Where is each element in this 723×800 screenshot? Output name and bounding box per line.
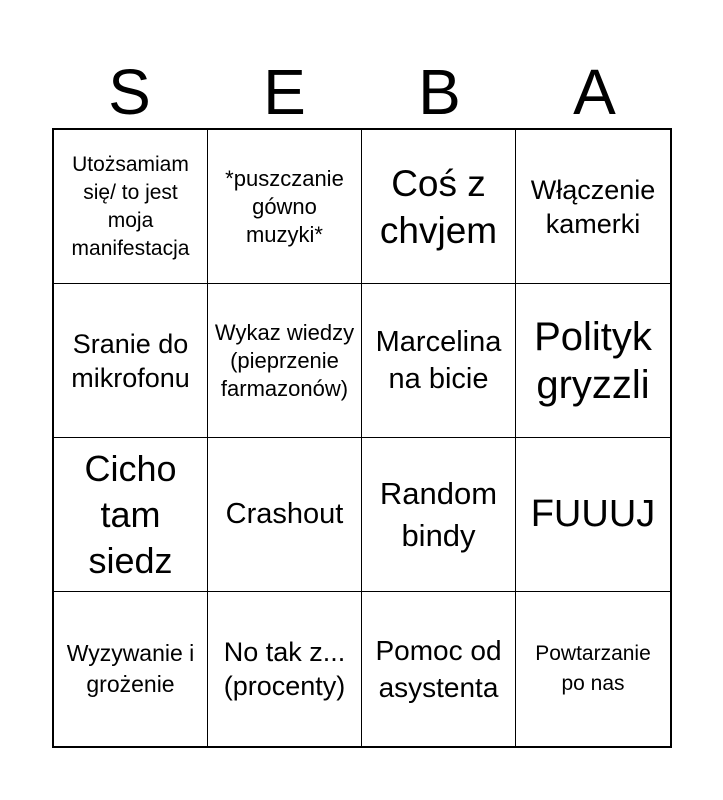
header-letter-s: S (108, 56, 151, 128)
bingo-cell-text: Utożsamiam się/ to jest moja manifestacja (71, 152, 190, 260)
bingo-cell-text: Cicho tam siedz (84, 447, 177, 581)
bingo-cell-text: Polityk gryzzli (534, 314, 652, 407)
bingo-cell-text: Crashout (225, 498, 344, 530)
bingo-cell-r4c3[interactable] (362, 592, 516, 746)
bingo-board (52, 128, 672, 748)
bingo-header (52, 56, 672, 128)
bingo-cell-text: Wykaz wiedzy (pieprzenie farmazonów) (214, 319, 355, 401)
bingo-cell-text: Wyzywanie i grożenie (66, 640, 195, 697)
bingo-cell-r4c2[interactable] (208, 592, 362, 746)
bingo-cell-r2c3[interactable] (362, 284, 516, 438)
bingo-cell-r3c3[interactable] (362, 438, 516, 592)
bingo-cell-text: Powtarzanie po nas (535, 642, 651, 695)
bingo-cell-text: Random bindy (379, 475, 498, 553)
bingo-cell-text: Pomoc od asystenta (375, 635, 502, 703)
bingo-cell-r2c4[interactable] (516, 284, 670, 438)
bingo-cell-text: Włączenie kamerki (530, 174, 656, 239)
bingo-cell-text: Coś z chvjem (379, 162, 498, 251)
bingo-cell-r3c2[interactable] (208, 438, 362, 592)
bingo-cell-text: *puszczanie gówno muzyki* (225, 165, 344, 247)
bingo-cell-r1c2[interactable] (208, 130, 362, 284)
bingo-cell-r2c1[interactable] (54, 284, 208, 438)
bingo-cell-r4c4[interactable] (516, 592, 670, 746)
bingo-cell-text: FUUUJ (530, 493, 656, 535)
header-letter-a: A (573, 56, 616, 128)
bingo-cell-r4c1[interactable] (54, 592, 208, 746)
bingo-cell-r2c2[interactable] (208, 284, 362, 438)
bingo-cell-r1c4[interactable] (516, 130, 670, 284)
bingo-cell-text: No tak z... (procenty) (223, 637, 346, 701)
header-letter-b: B (418, 56, 461, 128)
bingo-cell-text: Sranie do mikrofonu (71, 328, 190, 393)
bingo-cell-text: Marcelina na bicie (375, 325, 502, 395)
bingo-cell-r3c1[interactable] (54, 438, 208, 592)
bingo-cell-r1c1[interactable] (54, 130, 208, 284)
bingo-cell-r3c4[interactable] (516, 438, 670, 592)
bingo-cell-r1c3[interactable] (362, 130, 516, 284)
header-letter-e: E (263, 56, 306, 128)
